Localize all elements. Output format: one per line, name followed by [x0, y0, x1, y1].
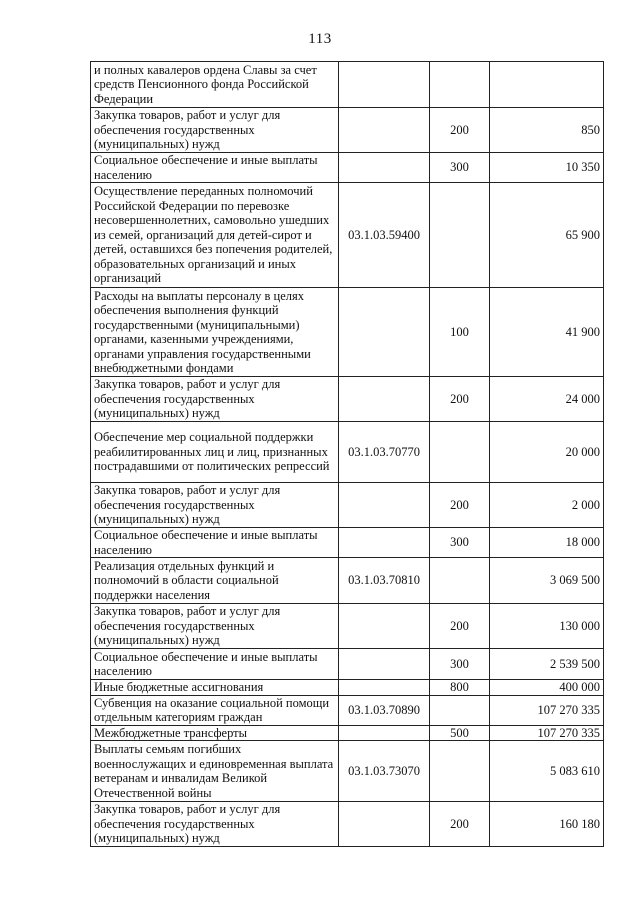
row-name: Социальное обеспечение и иные выплаты населению: [91, 528, 339, 558]
row-expense-type: 200: [430, 483, 490, 528]
table-row: [91, 153, 604, 183]
row-expense-type: 300: [430, 153, 490, 183]
row-name: Обеспечение мер социальной поддержки реабилитированных лиц и лиц, признанных пострадавшими от политических репрессий: [91, 422, 339, 483]
row-code: 03.1.03.70810: [339, 558, 430, 604]
row-expense-type: 300: [430, 649, 490, 680]
budget-table: [90, 61, 604, 847]
row-expense-type: 100: [430, 288, 490, 377]
row-code: 03.1.03.73070: [339, 741, 430, 802]
row-code: [339, 802, 430, 847]
row-expense-type: [430, 62, 490, 108]
row-name: и полных кавалеров ордена Славы за счет средств Пенсионного фонда Российской Федерации: [91, 62, 339, 108]
row-name: Закупка товаров, работ и услуг для обеспечения государственных (муниципальных) нужд: [91, 604, 339, 649]
table-row: [91, 422, 604, 483]
row-expense-type: [430, 558, 490, 604]
row-amount: 41 900: [490, 288, 604, 377]
row-amount: 24 000: [490, 377, 604, 422]
table-row: [91, 802, 604, 847]
row-expense-type: 800: [430, 680, 490, 696]
row-code: [339, 680, 430, 696]
row-name: Социальное обеспечение и иные выплаты населению: [91, 153, 339, 183]
page-number: 113: [308, 31, 332, 47]
row-expense-type: [430, 695, 490, 725]
table-row: [91, 558, 604, 604]
row-amount: 20 000: [490, 422, 604, 483]
row-name: Закупка товаров, работ и услуг для обеспечения государственных (муниципальных) нужд: [91, 802, 339, 847]
row-expense-type: 200: [430, 802, 490, 847]
row-code: 03.1.03.70770: [339, 422, 430, 483]
row-name: Осуществление переданных полномочий Российской Федерации по перевозке несовершеннолетних, самовольно ушедших из семей, организаций для детей-сирот и детей, оставшихся без попечения родителей, образовательных организаций и иных организаций: [91, 183, 339, 288]
row-amount: 2 000: [490, 483, 604, 528]
row-amount: 3 069 500: [490, 558, 604, 604]
row-code: [339, 153, 430, 183]
row-code: [339, 725, 430, 741]
row-code: 03.1.03.59400: [339, 183, 430, 288]
row-amount: 160 180: [490, 802, 604, 847]
row-expense-type: 200: [430, 604, 490, 649]
row-code: [339, 483, 430, 528]
table-row: [91, 528, 604, 558]
row-expense-type: 200: [430, 108, 490, 153]
row-name: Социальное обеспечение и иные выплаты населению: [91, 649, 339, 680]
row-expense-type: 500: [430, 725, 490, 741]
row-name: Закупка товаров, работ и услуг для обеспечения государственных (муниципальных) нужд: [91, 377, 339, 422]
row-code: [339, 377, 430, 422]
table-row: [91, 108, 604, 153]
row-amount: 130 000: [490, 604, 604, 649]
table-row: [91, 288, 604, 377]
row-name: Межбюджетные трансферты: [91, 725, 339, 741]
row-amount: 10 350: [490, 153, 604, 183]
table-row: [91, 649, 604, 680]
row-amount: 107 270 335: [490, 695, 604, 725]
row-amount: [490, 62, 604, 108]
row-code: [339, 604, 430, 649]
row-code: [339, 288, 430, 377]
table-row: [91, 680, 604, 696]
row-name: Субвенция на оказание социальной помощи отдельным категориям граждан: [91, 695, 339, 725]
row-amount: 65 900: [490, 183, 604, 288]
row-amount: 400 000: [490, 680, 604, 696]
row-name: Реализация отдельных функций и полномочий в области социальной поддержки населения: [91, 558, 339, 604]
row-code: [339, 62, 430, 108]
table-row: [91, 725, 604, 741]
row-expense-type: [430, 422, 490, 483]
row-name: Расходы на выплаты персоналу в целях обеспечения выполнения функций государственными (муниципальными) органами, казенными учреждениями, органами управления государственными внебюджетными фондами: [91, 288, 339, 377]
table-row: [91, 604, 604, 649]
row-expense-type: [430, 741, 490, 802]
row-name: Иные бюджетные ассигнования: [91, 680, 339, 696]
table-row: [91, 695, 604, 725]
table-row: [91, 377, 604, 422]
row-code: [339, 108, 430, 153]
row-code: 03.1.03.70890: [339, 695, 430, 725]
row-expense-type: 300: [430, 528, 490, 558]
table-row: [91, 62, 604, 108]
row-amount: 850: [490, 108, 604, 153]
row-amount: 2 539 500: [490, 649, 604, 680]
table-row: [91, 741, 604, 802]
table-row: [91, 483, 604, 528]
row-code: [339, 528, 430, 558]
row-name: Закупка товаров, работ и услуг для обеспечения государственных (муниципальных) нужд: [91, 108, 339, 153]
row-expense-type: [430, 183, 490, 288]
row-amount: 107 270 335: [490, 725, 604, 741]
row-name: Выплаты семьям погибших военнослужащих и единовременная выплата ветеранам и инвалидам Великой Отечественной войны: [91, 741, 339, 802]
table-row: [91, 183, 604, 288]
row-expense-type: 200: [430, 377, 490, 422]
row-amount: 5 083 610: [490, 741, 604, 802]
row-amount: 18 000: [490, 528, 604, 558]
row-code: [339, 649, 430, 680]
row-name: Закупка товаров, работ и услуг для обеспечения государственных (муниципальных) нужд: [91, 483, 339, 528]
